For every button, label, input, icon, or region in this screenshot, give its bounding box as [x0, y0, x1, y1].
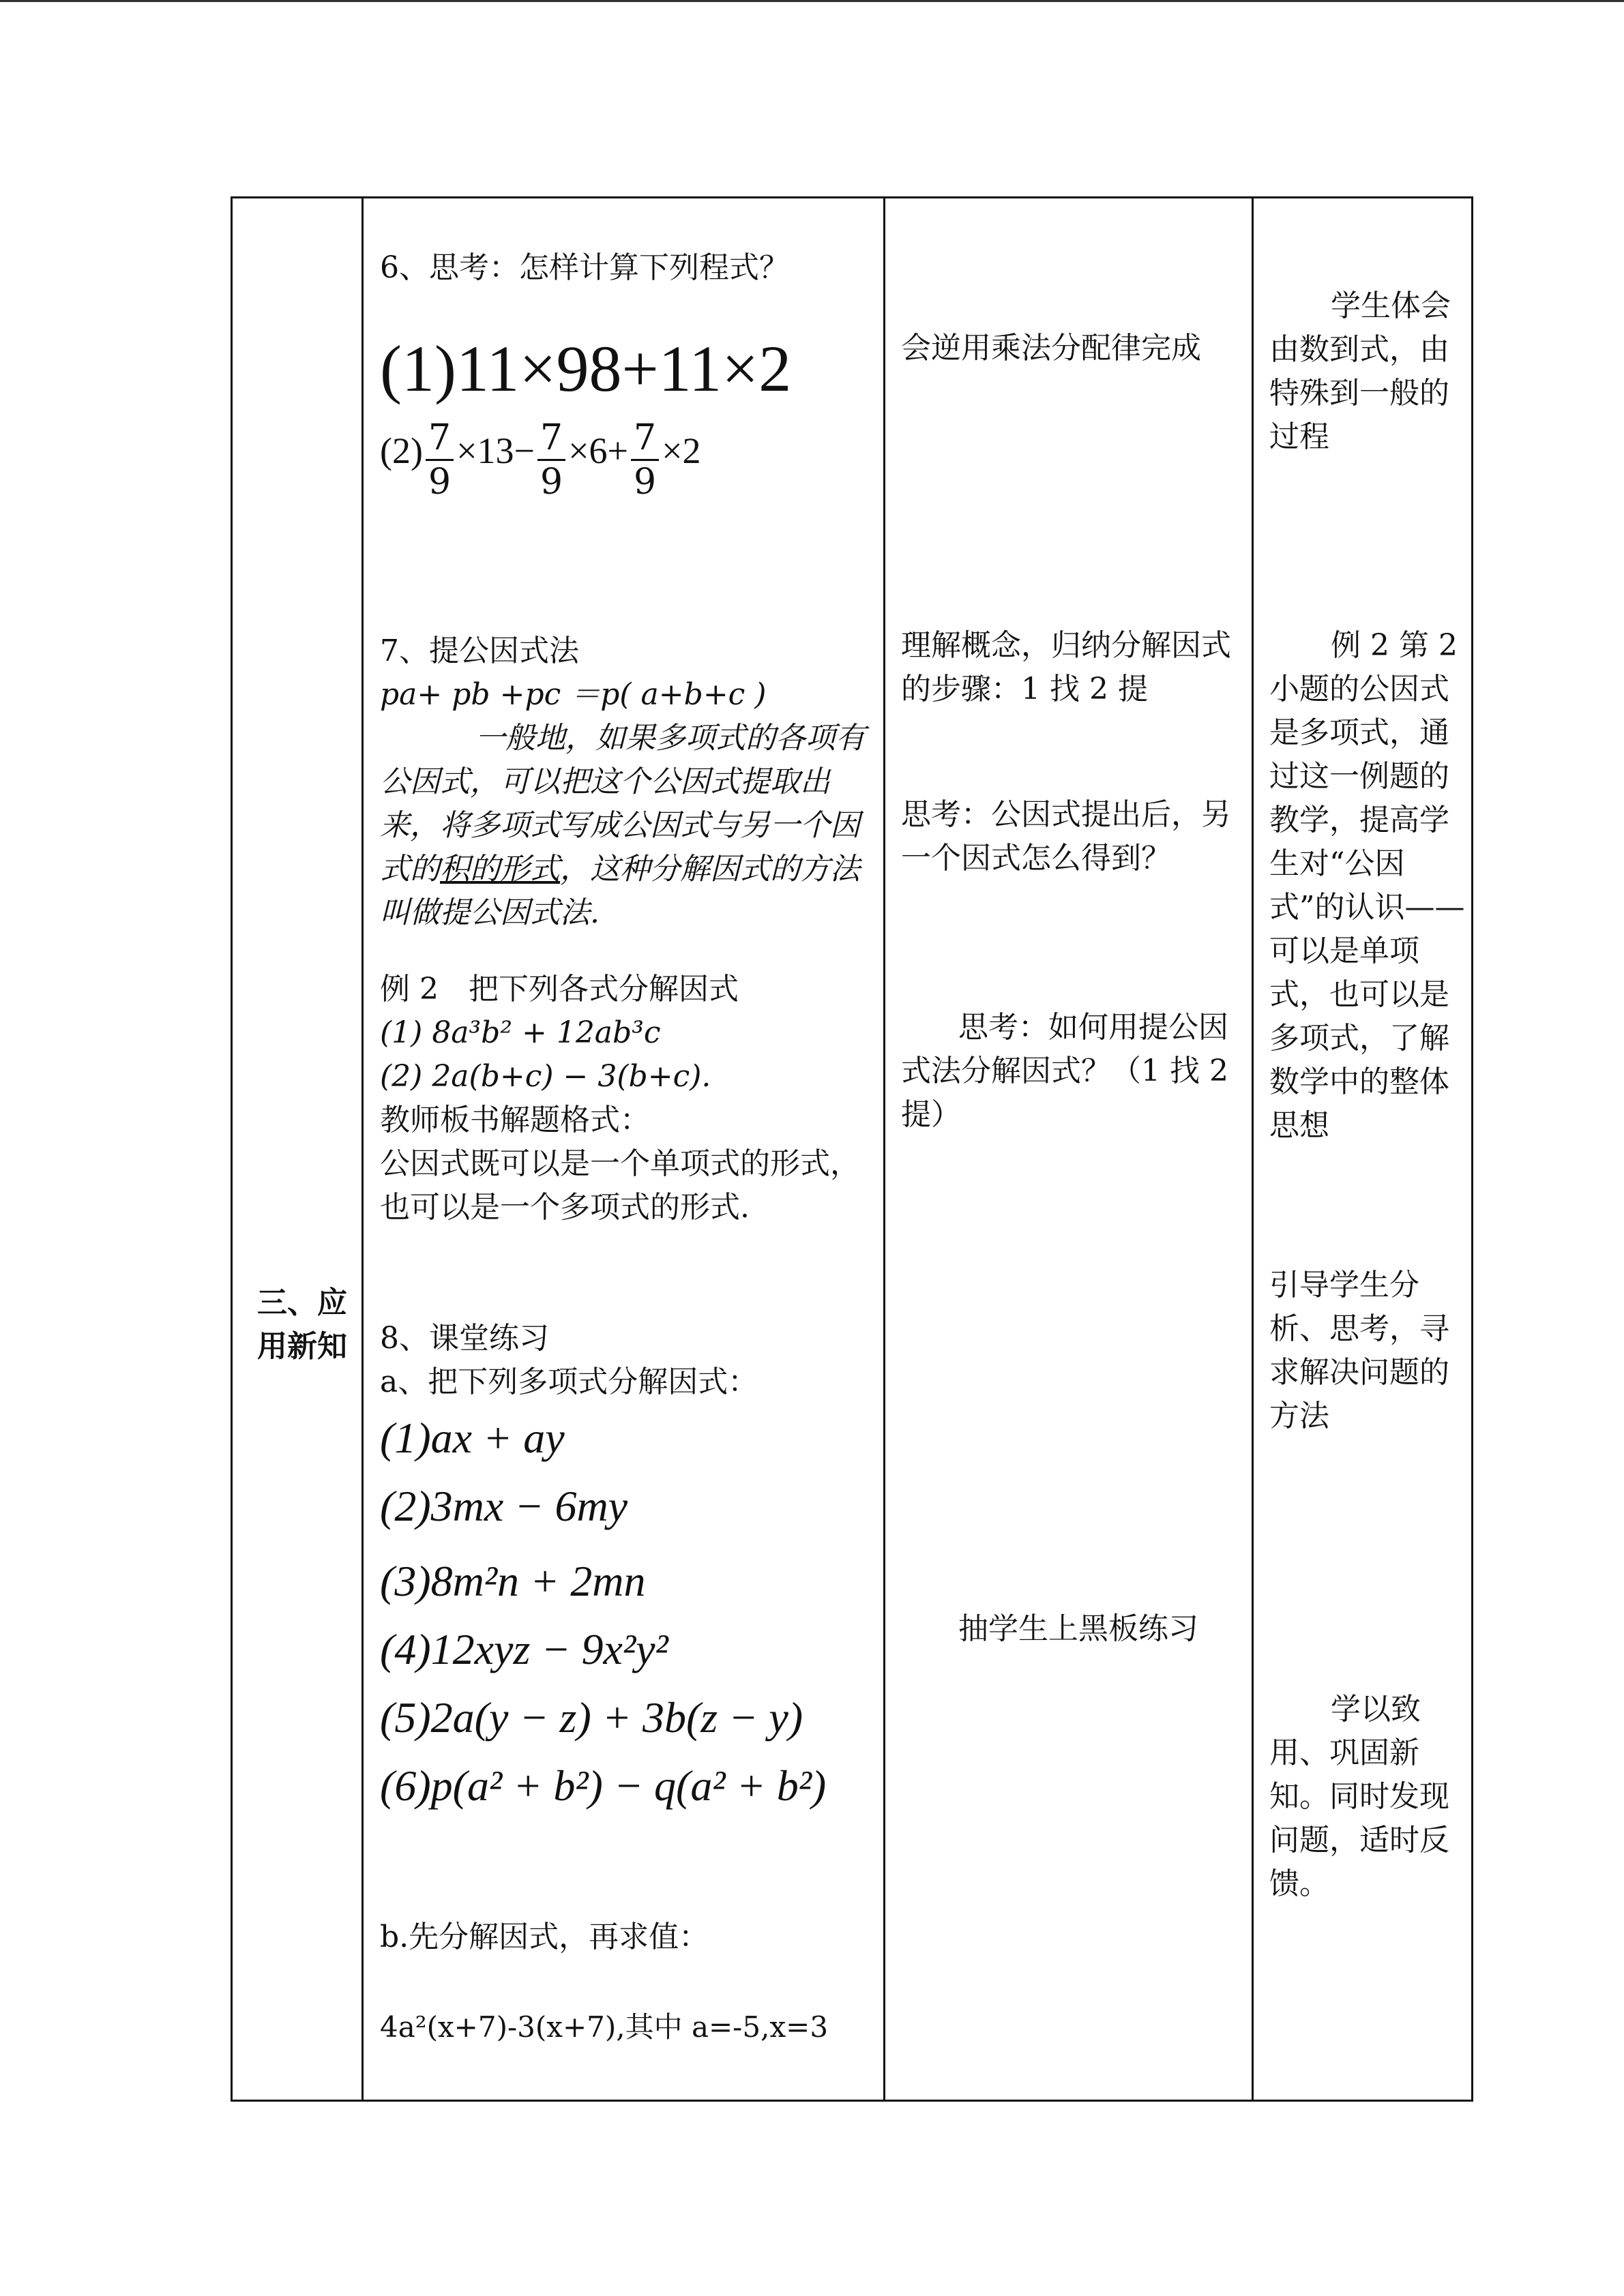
activity-3: 思考：公因式提出后，另一个因式怎么得到？: [901, 797, 1231, 876]
intent-3: 引导学生分析、思考，寻求解决问题的方法: [1269, 1268, 1449, 1433]
lesson-table: [231, 196, 1473, 2102]
stage-label: 三、应用新知: [257, 1285, 347, 1364]
page-top-border: [0, 0, 1624, 2]
q7-definition: 一般地，如果多项式的各项有公因式，可以把这个公因式提取出来，将多项式写成公因式与另一个因式的积的形式，这种分解因式的方法叫做提公因式法.: [380, 721, 866, 930]
q7-title: 7、提公因式法: [380, 633, 579, 668]
example-2-title: 例 2 把下列各式分解因式: [380, 972, 739, 1007]
exercise-item: (1)ax + ay: [380, 1414, 565, 1462]
exercise-item: (4)12xyz − 9x²y²: [380, 1625, 668, 1673]
activity-2: 理解概念，归纳分解因式的步骤：1 找 2 提: [901, 628, 1231, 706]
column-divider: [1252, 198, 1254, 2100]
activity-5: 抽学生上黑板练习: [958, 1611, 1198, 1646]
common-factor-note: 公因式既可以是一个单项式的形式，也可以是一个多项式的形式.: [380, 1146, 860, 1225]
q8-part-b-expression: 4a²(x+7)-3(x+7),其中 a=-5,x=3: [380, 2010, 829, 2044]
board-format-label: 教师板书解题格式：: [380, 1103, 650, 1137]
exercise-item: (5)2a(y − z) + 3b(z − y): [380, 1693, 803, 1742]
intent-2: 例 2 第 2 小题的公因式是多项式，通过这一例题的教学，提高学生对“公因式”的认识——可以是单项式，也可以是多项式，了解数学中的整体思想: [1269, 628, 1465, 1143]
exercise-item: (2)3mx − 6my: [380, 1482, 628, 1530]
column-divider: [361, 198, 364, 2100]
example-2-item-2: (2) 2a(b+c) − 3(b+c).: [380, 1059, 711, 1094]
q8-title: 8、课堂练习: [380, 1321, 549, 1356]
intent-4: 学以致用、巩固新知。同时发现问题，适时反馈。: [1269, 1692, 1449, 1901]
q7-formula: pa+ pb +pc ＝p( a+b+c ): [380, 677, 767, 712]
activity-4: 思考：如何用提公因式法分解因式？（1 找 2 提）: [901, 1010, 1228, 1132]
column-divider: [883, 198, 885, 2100]
q6-expression-2: (2) $\frac{7}{9}$ ×13− $\frac{7}{9}$ ×6+ $\frac{7}{9}$ ×2: [380, 417, 701, 503]
q6-expression-1: (1)11×98+11×2: [380, 332, 792, 405]
q8-part-a: a、把下列多项式分解因式：: [380, 1365, 758, 1399]
example-2-item-1: (1) 8a³b² + 12ab³c: [380, 1015, 661, 1050]
intent-1: 学生体会由数到式，由特殊到一般的过程: [1269, 288, 1451, 454]
q8-part-b: b.先分解因式，再求值：: [380, 1920, 709, 1954]
exercise-item: (3)8m²n + 2mn: [380, 1557, 646, 1605]
exercise-item: (6)p(a² + b²) − q(a² + b²): [380, 1761, 827, 1810]
activity-1: 会逆用乘法分配律完成: [901, 331, 1201, 366]
q6-title: 6、思考：怎样计算下列程式？: [380, 250, 789, 285]
